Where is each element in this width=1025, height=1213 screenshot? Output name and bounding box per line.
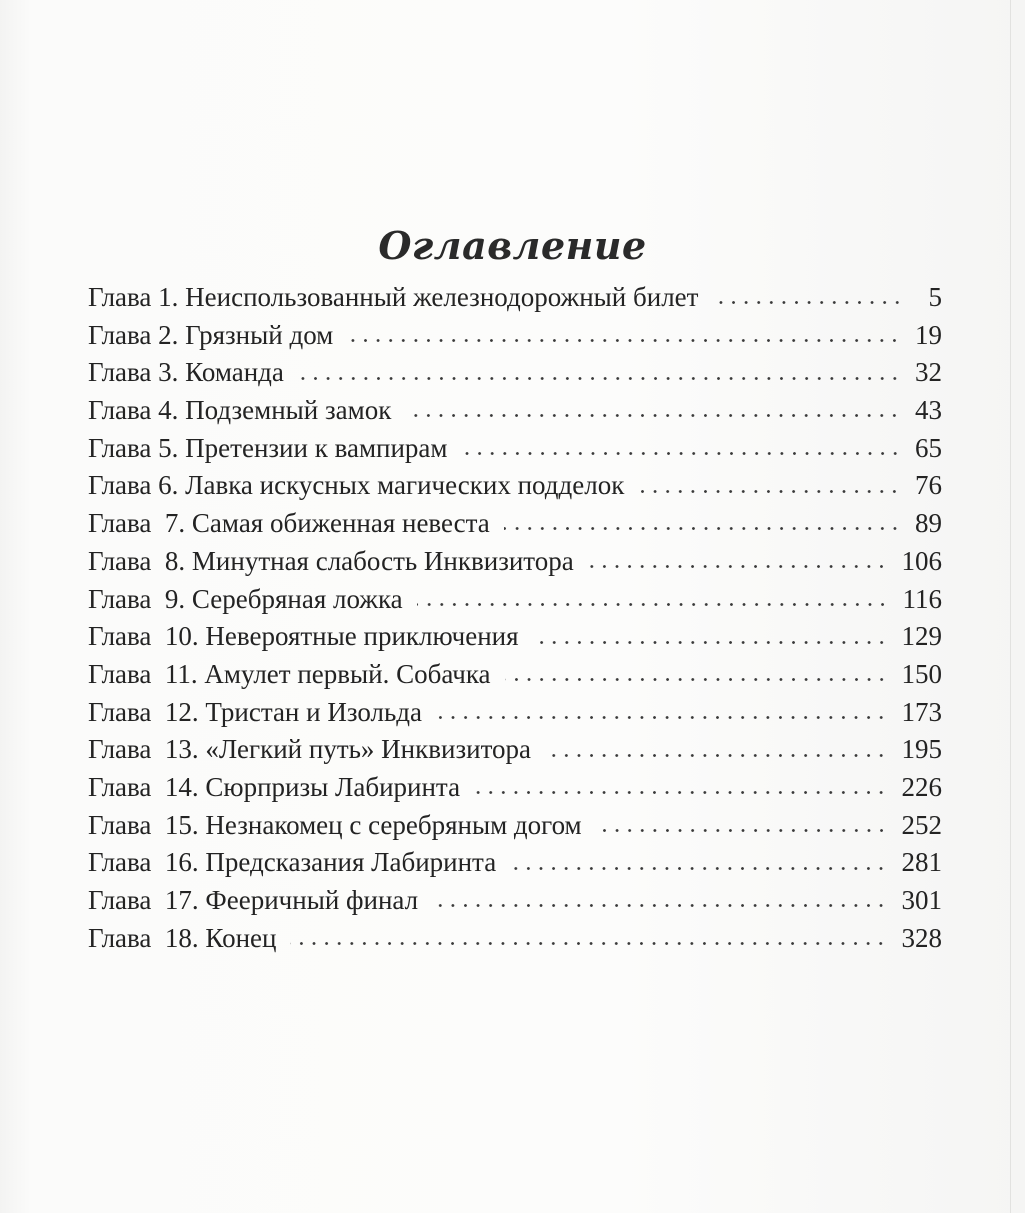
dot-leader [545, 754, 888, 757]
page-number: 226 [901, 771, 942, 802]
page-number: 43 [915, 395, 942, 426]
chapter-number: Глава 4. [88, 395, 179, 426]
chapter-number: Глава 6. [88, 470, 179, 501]
dot-leader [405, 414, 901, 417]
toc-entry-label [88, 279, 712, 317]
page-number: 195 [901, 734, 942, 765]
dot-leader [462, 452, 902, 455]
chapter-number: Глава 18. [88, 922, 199, 953]
page-number: 116 [902, 583, 942, 614]
chapter-number: Глава 7. [88, 508, 186, 539]
toc-entry [88, 844, 942, 882]
page-title: Оглавление [378, 223, 647, 269]
page-number: 76 [915, 470, 942, 501]
page-number: 89 [915, 508, 942, 539]
page-number: 328 [901, 922, 942, 953]
toc-entry [88, 392, 942, 430]
toc-entry-label [88, 920, 290, 958]
toc-entry [88, 618, 942, 656]
chapter-title: Неиспользованный железнодорожный билет [185, 282, 699, 312]
table-of-contents [88, 279, 942, 957]
toc-entry-label [88, 731, 545, 769]
page-number: 281 [901, 847, 942, 878]
chapter-title: Незнакомец с серебряным догом [205, 809, 582, 840]
dot-leader [347, 339, 901, 342]
chapter-title: Предсказания Лабиринта [205, 847, 497, 878]
toc-entry-label [88, 581, 417, 619]
page-number: 32 [915, 357, 942, 388]
toc-entry [88, 505, 942, 543]
chapter-title: Серебряная ложка [191, 583, 403, 614]
chapter-title: Амулет первый. Собачка [204, 658, 491, 689]
toc-entry-label [88, 543, 588, 581]
toc-entry [88, 279, 942, 317]
toc-entry [88, 581, 942, 619]
chapter-title: Команда [185, 357, 284, 388]
dot-leader [504, 527, 901, 530]
dot-leader [436, 716, 888, 719]
toc-entry-label [88, 694, 436, 732]
toc-entry-label [88, 807, 596, 845]
toc-entry-label [88, 769, 474, 807]
toc-entry [88, 731, 942, 769]
toc-entry-label [88, 392, 405, 430]
chapter-number: Глава 17. [88, 885, 199, 915]
dot-leader [588, 565, 888, 568]
toc-entry [88, 543, 942, 581]
chapter-title: Сюрпризы Лабиринта [205, 771, 461, 802]
dot-leader [510, 867, 887, 870]
toc-entry [88, 317, 942, 355]
toc-entry [88, 467, 942, 505]
page-number: 150 [901, 658, 942, 689]
page-number: 5 [928, 282, 942, 312]
toc-entry-label [88, 505, 504, 543]
chapter-title: Тристан и Изольда [205, 696, 422, 727]
toc-entry [88, 694, 942, 732]
chapter-title: Самая обиженная невеста [191, 508, 490, 539]
dot-leader [474, 791, 887, 794]
chapter-number: Глава 12. [88, 696, 199, 727]
toc-entry-label [88, 430, 462, 468]
chapter-title: Грязный дом [185, 319, 334, 350]
chapter-number: Глава 8. [88, 545, 186, 576]
toc-entry-label [88, 844, 510, 882]
toc-entry [88, 354, 942, 392]
page-number: 252 [901, 809, 942, 840]
page-number: 19 [915, 319, 942, 350]
chapter-title: Минутная слабость Инквизитора [191, 545, 574, 576]
dot-leader [290, 942, 887, 945]
chapter-title: «Легкий путь» Инквизитора [205, 734, 531, 765]
chapter-title: Конец [205, 922, 277, 953]
dot-leader [298, 377, 901, 380]
chapter-number: Глава 11. [88, 658, 198, 689]
dot-leader [505, 678, 888, 681]
page-number: 129 [901, 621, 942, 652]
dot-leader [638, 490, 901, 493]
chapter-number: Глава 10. [88, 621, 199, 652]
chapter-number: Глава 1. [88, 282, 179, 312]
toc-entry [88, 920, 942, 958]
chapter-number: Глава 15. [88, 809, 199, 840]
dot-leader [417, 603, 889, 606]
page-number: 65 [915, 432, 942, 463]
page-number: 301 [901, 885, 942, 915]
page-number: 106 [901, 545, 942, 576]
chapter-number: Глава 2. [88, 319, 179, 350]
chapter-number: Глава 14. [88, 771, 199, 802]
toc-entry-label [88, 354, 298, 392]
chapter-title: Подземный замок [185, 395, 392, 426]
toc-entry-label [88, 317, 347, 355]
toc-entry [88, 769, 942, 807]
toc-entry-label [88, 467, 638, 505]
dot-leader [712, 301, 904, 304]
toc-entry [88, 807, 942, 845]
chapter-title: Лавка искусных магических подделок [185, 470, 625, 501]
dot-leader [596, 829, 888, 832]
toc-entry-label [88, 656, 505, 694]
toc-entry-label [88, 618, 533, 656]
chapter-title: Претензии к вампирам [185, 432, 448, 463]
page-edge [1010, 0, 1011, 1213]
chapter-title: Фееричный финал [205, 885, 419, 915]
chapter-title: Невероятные приключения [205, 621, 519, 652]
dot-leader [432, 904, 887, 907]
toc-entry [88, 430, 942, 468]
chapter-number: Глава 3. [88, 357, 179, 388]
page-number: 173 [901, 696, 942, 727]
toc-entry [88, 656, 942, 694]
chapter-number: Глава 9. [88, 583, 186, 614]
chapter-number: Глава 16. [88, 847, 199, 878]
dot-leader [533, 641, 888, 644]
toc-entry [88, 882, 942, 920]
toc-entry-label [88, 882, 432, 920]
chapter-number: Глава 5. [88, 432, 179, 463]
chapter-number: Глава 13. [88, 734, 199, 765]
